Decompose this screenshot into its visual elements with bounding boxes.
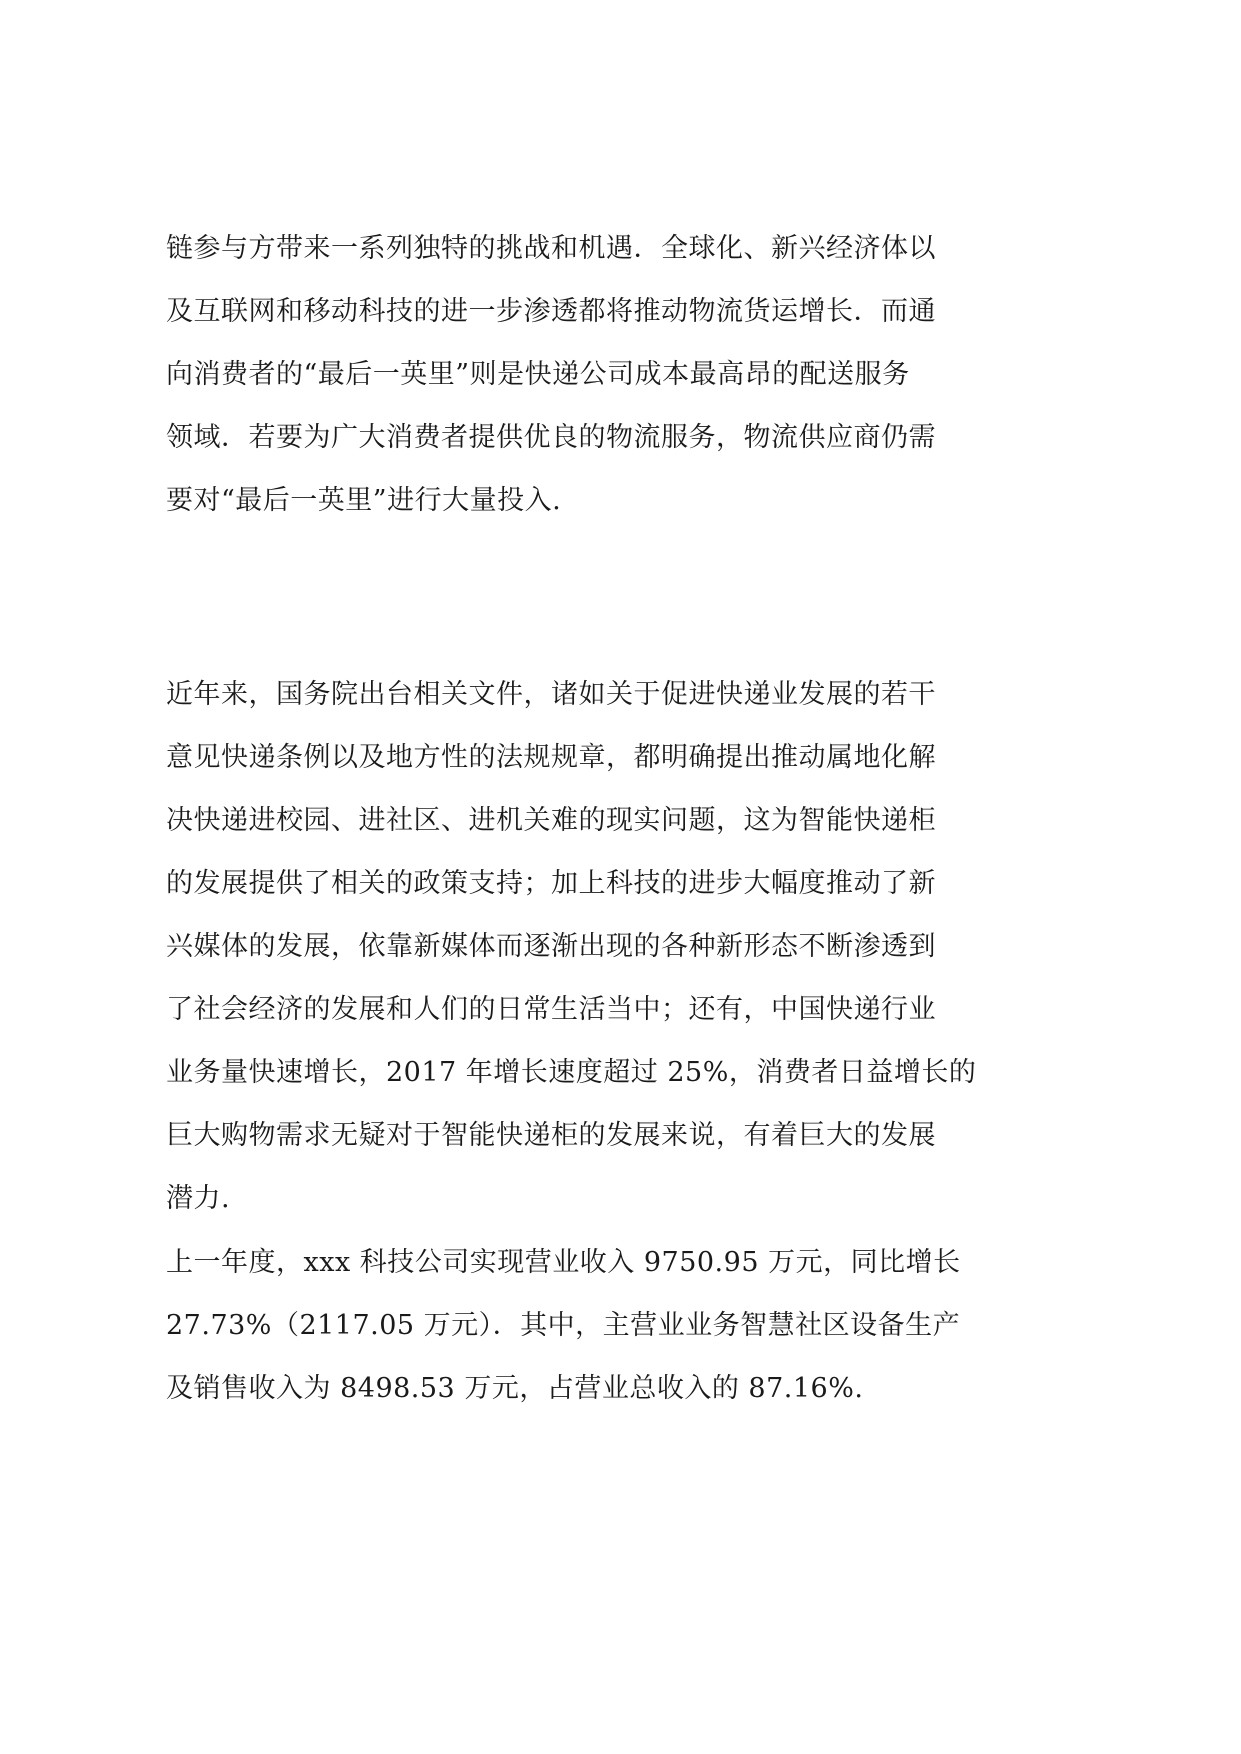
- text-line: 上一年度，xxx 科技公司实现营业收入 9750.95 万元，同比增长: [166, 1247, 961, 1278]
- text-line: 业务量快速增长，2017 年增长速度超过 25%，消费者日益增长的: [166, 1057, 977, 1088]
- paragraph-logistics-challenges: [166, 217, 1096, 532]
- paragraph-policy-support: [166, 663, 1096, 1230]
- text-line: 决快递进校园、进社区、进机关难的现实问题，这为智能快递柜: [166, 805, 936, 836]
- paragraph-revenue-summary: [166, 1231, 1096, 1420]
- text-line: 领域．若要为广大消费者提供优良的物流服务，物流供应商仍需: [166, 422, 936, 453]
- text-line: 链参与方带来一系列独特的挑战和机遇．全球化、新兴经济体以: [166, 233, 936, 264]
- text-line: 27.73%（2117.05 万元）．其中，主营业业务智慧社区设备生产: [166, 1310, 961, 1341]
- text-line: 巨大购物需求无疑对于智能快递柜的发展来说，有着巨大的发展: [166, 1120, 936, 1151]
- text-line: 了社会经济的发展和人们的日常生活当中；还有，中国快递行业: [166, 994, 936, 1025]
- text-line: 及互联网和移动科技的进一步渗透都将推动物流货运增长．而通: [166, 296, 936, 327]
- text-line: 的发展提供了相关的政策支持；加上科技的进步大幅度推动了新: [166, 868, 936, 899]
- text-line: 近年来，国务院出台相关文件，诸如关于促进快递业发展的若干: [166, 679, 936, 710]
- text-line: 及销售收入为 8498.53 万元，占营业总收入的 87.16%.: [166, 1373, 864, 1404]
- text-line: 意见快递条例以及地方性的法规规章，都明确提出推动属地化解: [166, 742, 936, 773]
- text-line: 兴媒体的发展，依靠新媒体而逐渐出现的各种新形态不断渗透到: [166, 931, 936, 962]
- text-line: 潜力.: [166, 1183, 231, 1214]
- text-line: 向消费者的“最后一英里”则是快递公司成本最高昂的配送服务: [166, 359, 910, 390]
- text-line: 要对“最后一英里”进行大量投入.: [166, 485, 562, 516]
